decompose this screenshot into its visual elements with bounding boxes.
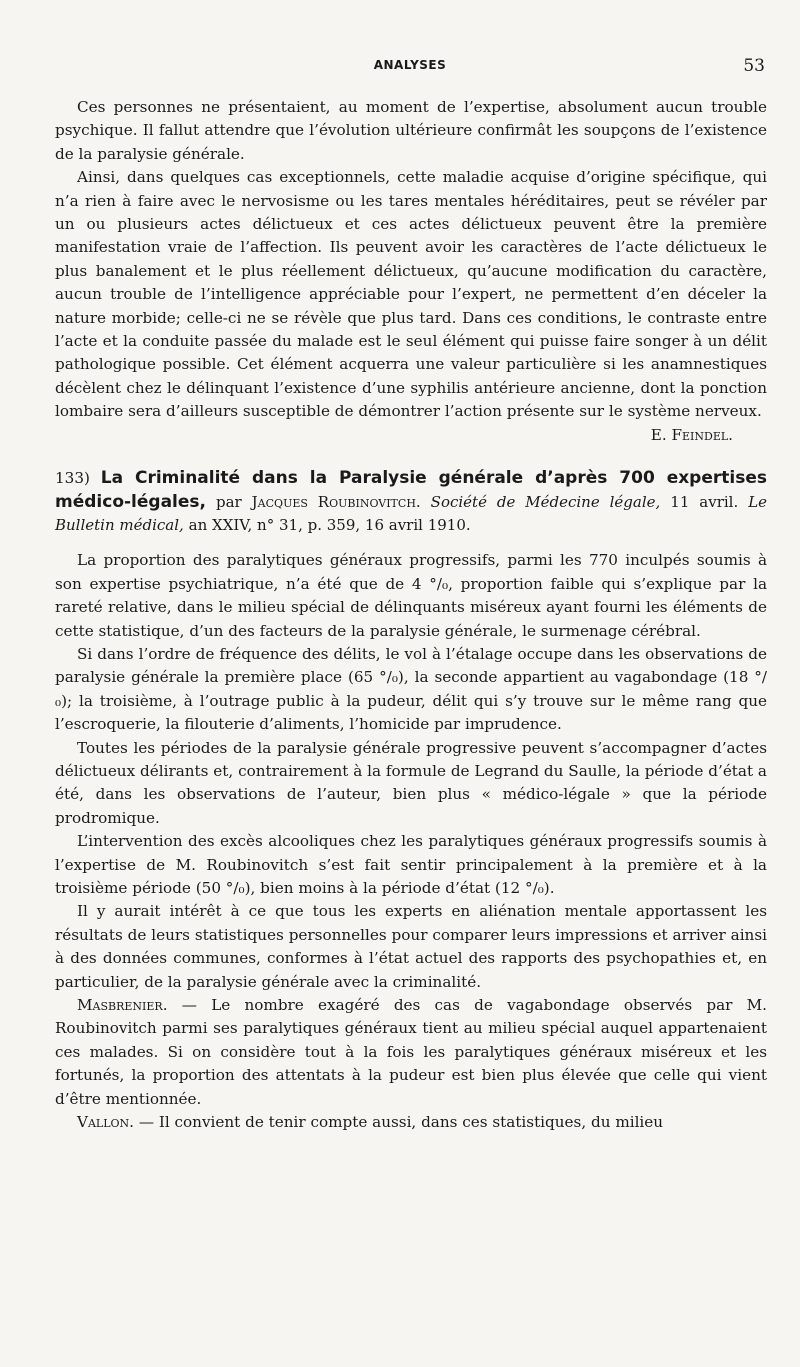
paragraph-text: Ainsi, dans quelques cas exceptionnels, cette maladie acquise d’origine spécifique, qui n’a rien à faire avec le nervosisme ou les tares mentales héréditaires, peut se révéler par un ou plusieurs actes délictueux et ces actes délictueux peuvent être la première manifestation vraie de l’affection. Ils peuvent avoir les caractères de l’acte délictueux le plus banalement et le plus réellement délictueux, qu’aucune modification du caractère, aucun trouble de l’intelligence appréciable pour l’expert, ne permettent d’en déceler la nature morbide; celle-ci ne se révèle que plus tard. Dans ces conditions, le contraste entre l’acte et la conduite passée du malade est le seul élément qui puisse faire songer à un délit pathologique possible. Cet élément acquerra une valeur particulière si les anamnestiques décèlent chez le délinquant l’existence d’une syphilis antérieure ancienne, dont la ponction lombaire sera d’ailleurs susceptible de démontrer l’action présente sur le système nerveux. [55, 168, 767, 421]
discussion-text: — Le nombre exagéré des cas de vagabondage observés par M. Roubinovitch parmi ses paralytiques généraux tient au milieu spécial auquel appartenaient ces malades. Si on considère tout à la fois les paralytiques généraux miséreux et les fortunés, la proportion des attentats à la pudeur est bien plus élevée que celle qui vient d’être mentionnée. [55, 996, 767, 1108]
article-title: La Criminalité dans la Paralysie générale d’après 700 expertises médico-légales, [55, 468, 767, 512]
signature: E. Feindel. [650, 425, 733, 444]
paragraph: Ces personnes ne présentaient, au moment de l’expertise, absolument aucun trouble psychique. Il fallut attendre que l’évolution ultérieure confirmât les soupçons de l’existence de la paralysie générale. [55, 98, 767, 163]
article-author-prefix: par [215, 492, 242, 511]
article-date: 11 avril. [670, 492, 739, 511]
article-reference: an XXIV, n° 31, p. 359, 16 avril 1910. [188, 515, 471, 534]
page-body [55, 96, 767, 1134]
speaker-name: Vallon. [77, 1113, 134, 1132]
speaker-name: Masbrenier. [77, 996, 168, 1015]
paragraph: Toutes les périodes de la paralysie générale progressive peuvent s’accompagner d’actes délictueux délirants et, contrairement à la formule de Legrand du Saulle, la période d’état a été, dans les observations de l’auteur, bien plus « médico-légale » que la période prodromique. [55, 738, 767, 827]
article-journal: Société de Médecine légale, [430, 492, 661, 511]
paragraph: Si dans l’ordre de fréquence des délits, le vol à l’étalage occupe dans les observations de paralysie générale la première place (65 °/₀), la seconde appartient au vagabondage (18 °/₀); la troisième, à l’outrage public à la pudeur, délit qui s’y trouve sur le même rang que l’escroquerie, la filouterie d’aliments, l’homicide par imprudence. [55, 644, 767, 734]
paragraph [55, 166, 767, 444]
paragraph: L’intervention des excès alcooliques chez les paralytiques généraux progressifs soumis à l’expertise de M. Roubinovitch s’est fait sentir principalement à la première et à la troisième période (50 °/₀), bien moins à la période d’état (12 °/₀). [55, 832, 767, 897]
discussion-paragraph [55, 1111, 767, 1134]
article-heading [55, 467, 767, 537]
running-header [55, 58, 765, 82]
article-number: 133) [55, 469, 90, 488]
article-author: Jacques Roubinovitch. [251, 492, 421, 511]
discussion-text: — Il convient de tenir compte aussi, dans ces statistiques, du milieu [138, 1113, 664, 1132]
article-bulletin: Le Bulletin médical, [55, 492, 768, 534]
paragraph: Il y aurait intérêt à ce que tous les experts en aliénation mentale apportassent les résultats de leurs statistiques personnelles pour comparer leurs impressions et arriver ainsi à des données communes, conformes à l’état actuel des rapports des psychopathies et, en particulier, de la paralysie générale avec la criminalité. [55, 902, 767, 991]
running-title: ANALYSES [373, 58, 447, 72]
discussion-paragraph [55, 994, 767, 1111]
page-number: 53 [743, 56, 765, 76]
paragraph: La proportion des paralytiques généraux progressifs, parmi les 770 inculpés soumis à son expertise psychiatrique, n’a été que de 4 °/₀, proportion faible qui s’explique par la rareté relative, dans le milieu spécial de délinquants miséreux ayant fourni les éléments de cette statistique, d’un des facteurs de la paralysie générale, le surmenage cérébral. [55, 551, 767, 640]
